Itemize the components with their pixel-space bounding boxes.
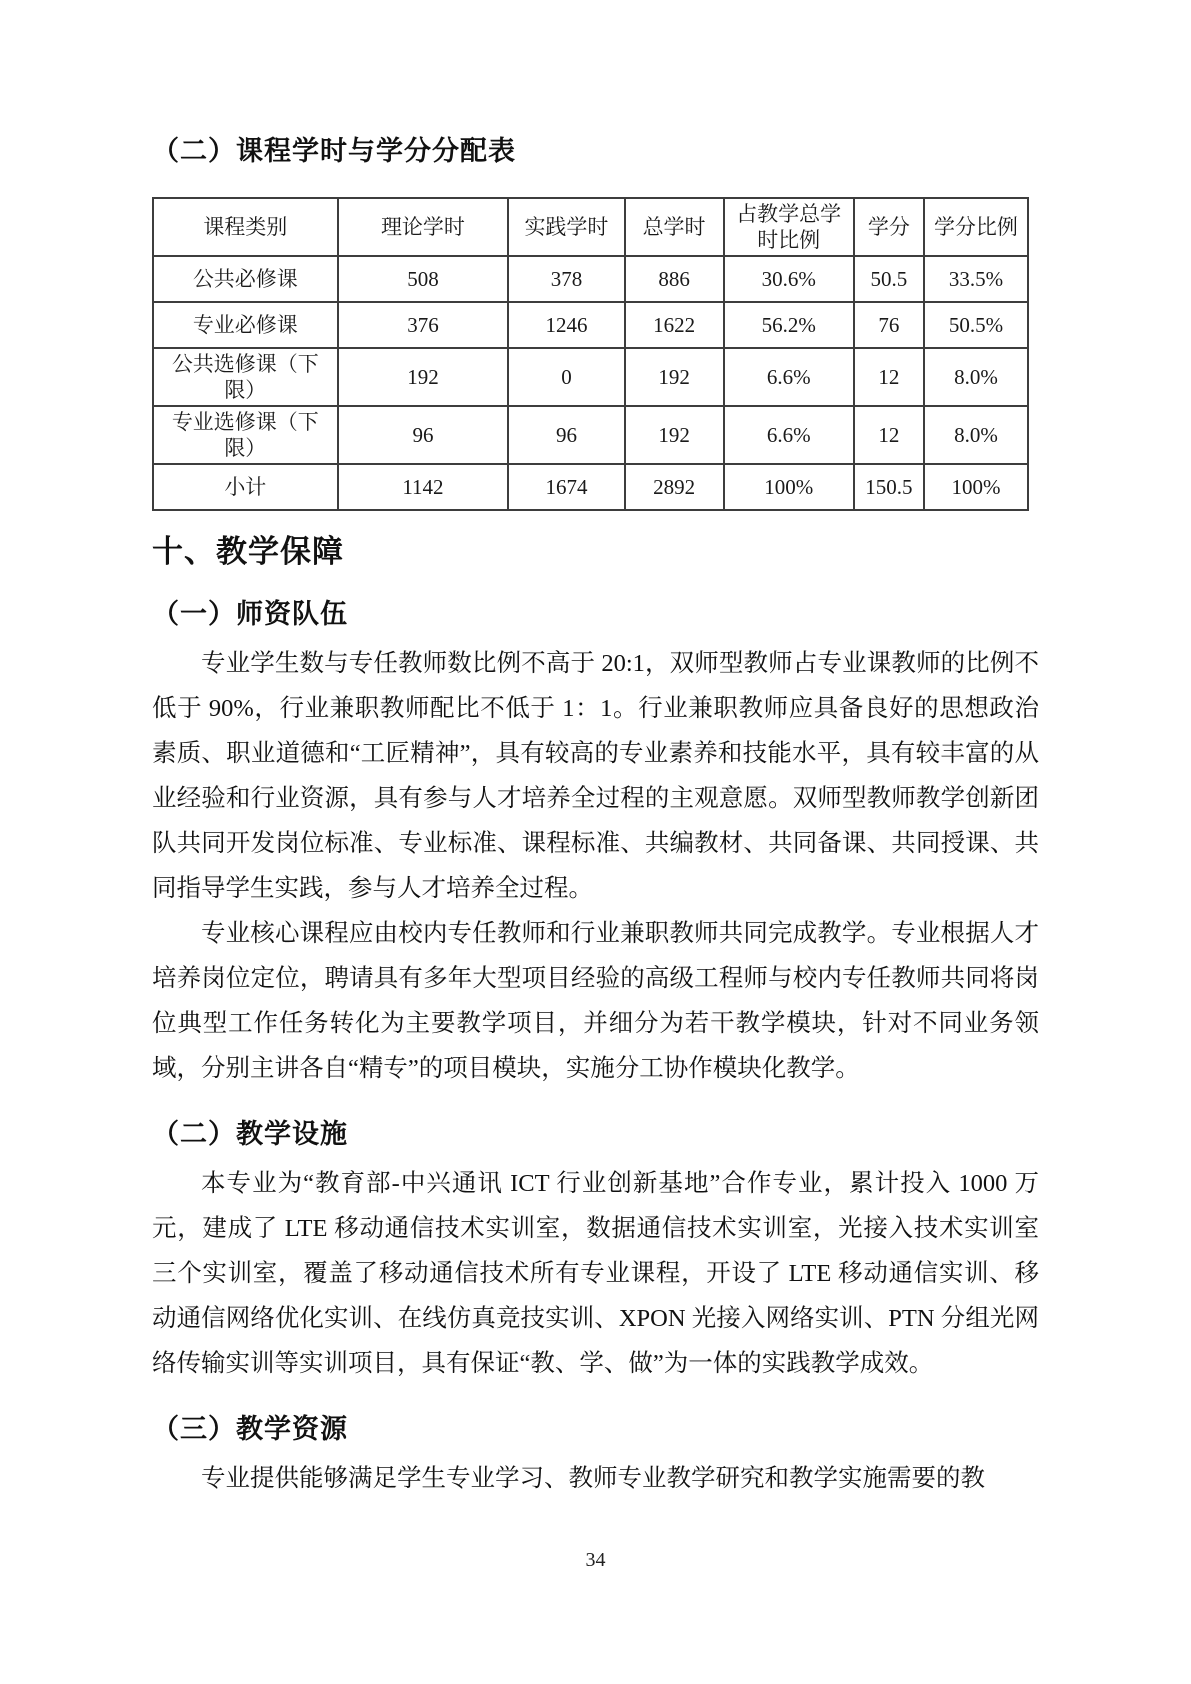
section-body-teaching-resources (152, 1456, 1039, 1501)
table-cell: 1142 (338, 464, 509, 510)
table-cell: 1246 (508, 302, 624, 348)
table-section-heading: （二）课程学时与学分分配表 (152, 136, 516, 166)
section-heading-teaching-facilities: （二）教学设施 (152, 1119, 348, 1149)
table-cell: 50.5% (924, 302, 1028, 348)
table-row (153, 348, 1028, 406)
table-cell: 886 (625, 256, 724, 302)
table-cell: 12 (854, 348, 924, 406)
table-header-cell: 课程类别 (153, 198, 338, 256)
table-row-subtotal (153, 464, 1028, 510)
paragraph: 本专业为“教育部-中兴通讯 ICT 行业创新基地”合作专业，累计投入 1000 万元，建成了 LTE 移动通信技术实训室，数据通信技术实训室，光接入技术实训室三个实训室，覆盖了移动通信技术所有专业课程，开设了 LTE 移动通信实训、移动通信网络优化实训、在线仿真竞技实训、XPON 光接入网络实训、PTN 分组光网络传输实训等实训项目，具有保证“教、学、做”为一体的实践教学成效。 (152, 1170, 1039, 1377)
table-cell: 12 (854, 406, 924, 464)
table-header-cell: 占教学总学时比例 (724, 198, 854, 256)
table-cell: 专业必修课 (153, 302, 338, 348)
table-header-cell: 学分 (854, 198, 924, 256)
table-cell: 公共必修课 (153, 256, 338, 302)
table-cell: 1674 (508, 464, 624, 510)
table-cell: 小计 (153, 464, 338, 510)
table-cell: 56.2% (724, 302, 854, 348)
table-cell: 150.5 (854, 464, 924, 510)
table-header-cell: 学分比例 (924, 198, 1028, 256)
paragraph: 专业学生数与专任教师数比例不高于 20:1，双师型教师占专业课教师的比例不低于 90%，行业兼职教师配比不低于 1：1。行业兼职教师应具备良好的思想政治素质、职业道德和“工匠精神”，具有较高的专业素养和技能水平，具有较丰富的从业经验和行业资源，具有参与人才培养全过程的主观意愿。双师型教师教学创新团队共同开发岗位标准、专业标准、课程标准、共编教材、共同备课、共同授课、共同指导学生实践，参与人才培养全过程。 (152, 650, 1039, 902)
table-cell: 8.0% (924, 406, 1028, 464)
section-body-teaching-facilities (152, 1161, 1039, 1386)
table-cell: 6.6% (724, 406, 854, 464)
table-cell: 192 (625, 406, 724, 464)
table-cell: 508 (338, 256, 509, 302)
page-number: 34 (585, 1549, 606, 1571)
table-header-cell: 理论学时 (338, 198, 509, 256)
table-header-row (153, 198, 1028, 256)
table-cell: 0 (508, 348, 624, 406)
table-cell: 30.6% (724, 256, 854, 302)
table-row (153, 256, 1028, 302)
table-cell: 192 (625, 348, 724, 406)
table-cell: 192 (338, 348, 509, 406)
paragraph: 专业核心课程应由校内专任教师和行业兼职教师共同完成教学。专业根据人才培养岗位定位，聘请具有多年大型项目经验的高级工程师与校内专任教师共同将岗位典型工作任务转化为主要教学项目，并细分为若干教学模块，针对不同业务领域，分别主讲各自“精专”的项目模块，实施分工协作模块化教学。 (152, 920, 1039, 1082)
section-heading-teaching-staff: （一）师资队伍 (152, 599, 348, 629)
table-cell: 专业选修课（下限） (153, 406, 338, 464)
table-row (153, 406, 1028, 464)
table-cell: 33.5% (924, 256, 1028, 302)
table-cell: 1622 (625, 302, 724, 348)
table-header-cell: 总学时 (625, 198, 724, 256)
table-cell: 2892 (625, 464, 724, 510)
section-body-teaching-staff (152, 641, 1039, 1091)
table-cell: 100% (924, 464, 1028, 510)
table-cell: 6.6% (724, 348, 854, 406)
table-cell: 50.5 (854, 256, 924, 302)
table-cell: 378 (508, 256, 624, 302)
credit-distribution-table (152, 197, 1029, 511)
table-row (153, 302, 1028, 348)
table-header-cell: 实践学时 (508, 198, 624, 256)
table-cell: 96 (338, 406, 509, 464)
paragraph: 专业提供能够满足学生专业学习、教师专业教学研究和教学实施需要的教 (201, 1465, 985, 1492)
table-cell: 376 (338, 302, 509, 348)
table-cell: 96 (508, 406, 624, 464)
section-heading-teaching-resources: （三）教学资源 (152, 1414, 348, 1444)
table-cell: 公共选修课（下限） (153, 348, 338, 406)
chapter-heading: 十、教学保障 (152, 534, 344, 569)
table-cell: 76 (854, 302, 924, 348)
table-cell: 8.0% (924, 348, 1028, 406)
table-cell: 100% (724, 464, 854, 510)
